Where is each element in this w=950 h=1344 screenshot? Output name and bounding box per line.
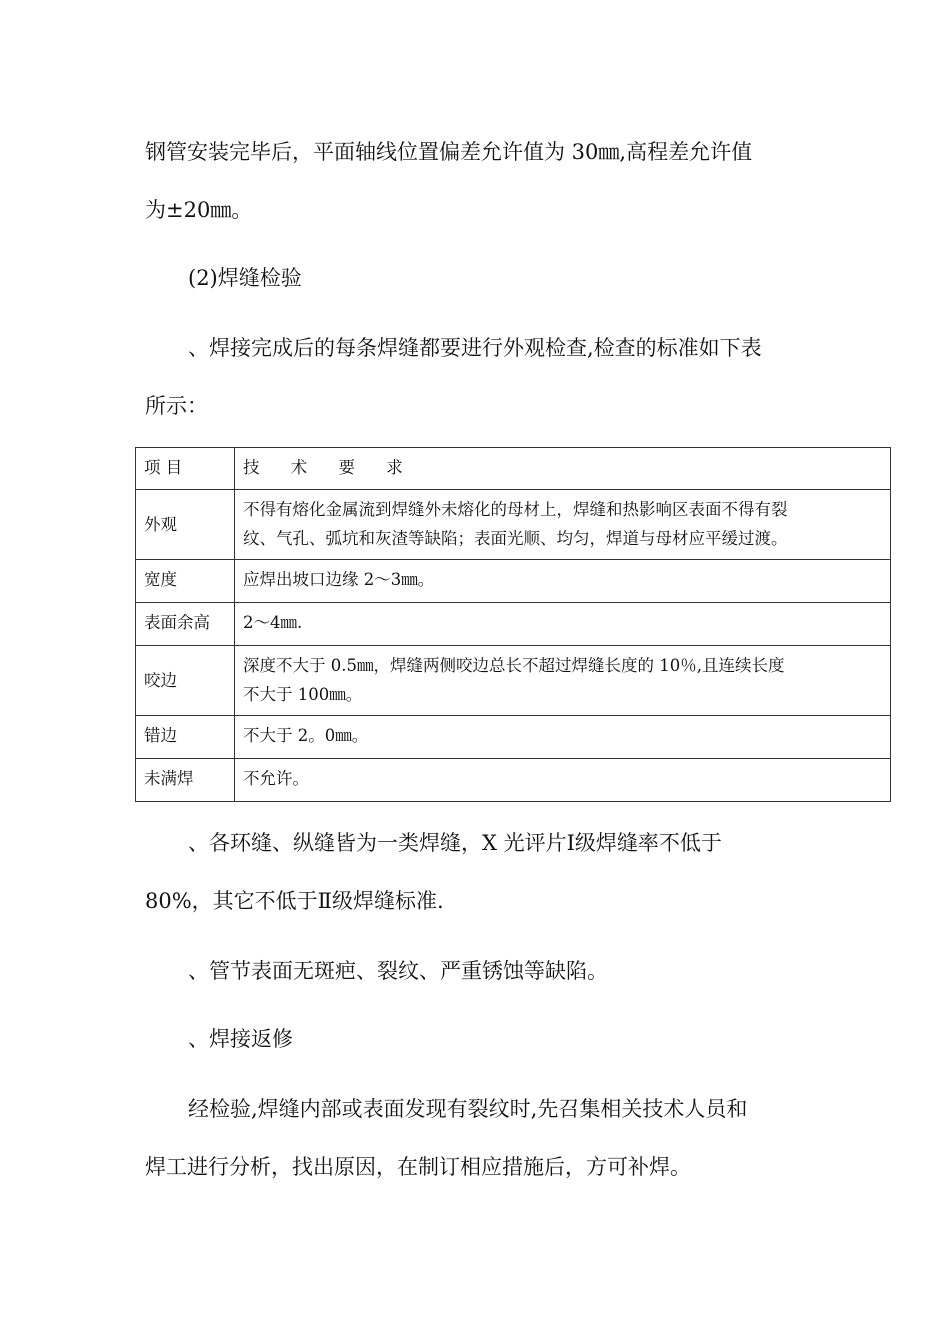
- requirement-cell: [235, 759, 891, 802]
- requirement-line: 不大于 2。0㎜。: [243, 726, 369, 745]
- item-cell: 宽度: [136, 560, 235, 603]
- paragraph-line: 经检验,焊缝内部或表面发现有裂纹时,先召集相关技术人员和: [188, 1097, 748, 1121]
- table-row: [136, 759, 891, 802]
- requirement-line: 不得有熔化金属流到焊缝外未熔化的母材上，焊缝和热影响区表面不得有裂: [243, 500, 788, 519]
- paragraph-line: 80%，其它不低于Ⅱ级焊缝标准.: [145, 889, 444, 913]
- header-char: 术: [290, 458, 308, 477]
- item-cell: 错边: [136, 716, 235, 759]
- header-char: 求: [386, 458, 403, 477]
- requirement-line: 深度不大于 0.5㎜，焊缝两侧咬边总长不超过焊缝长度的 10％,且连续长度: [243, 656, 785, 675]
- paragraph-line: 、焊接完成后的每条焊缝都要进行外观检查,检查的标准如下表: [188, 336, 762, 360]
- table-row: [136, 490, 891, 560]
- requirement-cell: [235, 603, 891, 646]
- paragraph-line: 、各环缝、纵缝皆为一类焊缝，X 光评片Ⅰ级焊缝率不低于: [188, 831, 722, 855]
- table-row: [136, 560, 891, 603]
- requirement-line: 纹、气孔、弧坑和灰渣等缺陷；表面光顺、均匀，焊道与母材应平缓过渡。: [243, 529, 788, 548]
- item-cell: 未满焊: [136, 759, 235, 802]
- table-row: [136, 646, 891, 716]
- requirement-line: 不允许。: [243, 769, 309, 788]
- header-char: 要: [338, 458, 355, 477]
- requirement-cell: [235, 490, 891, 560]
- item-cell: 外观: [136, 490, 235, 560]
- requirement-cell: [235, 646, 891, 716]
- table-header-row: [136, 448, 891, 490]
- requirement-line: 不大于 100㎜。: [243, 685, 363, 704]
- requirement-line: 2～4㎜.: [243, 613, 303, 632]
- paragraph-line: 钢管安装完毕后，平面轴线位置偏差允许值为 30㎜,高程差允许值: [145, 140, 753, 164]
- section-heading: (2)焊缝检验: [188, 266, 302, 290]
- item-cell: 咬边: [136, 646, 235, 716]
- table-row: [136, 603, 891, 646]
- paragraph-line: 所示：: [145, 394, 208, 418]
- header-char: 技: [243, 458, 260, 477]
- header-requirement-text: [243, 458, 403, 477]
- table-row: [136, 716, 891, 759]
- header-item-cell: 项 目: [136, 448, 235, 490]
- weld-inspection-table: [135, 447, 891, 802]
- section-heading: 、焊接返修: [188, 1027, 293, 1051]
- requirement-cell: [235, 716, 891, 759]
- paragraph-line: 、管节表面无斑疤、裂纹、严重锈蚀等缺陷。: [188, 959, 608, 983]
- header-requirement-cell: [235, 448, 891, 490]
- requirement-cell: [235, 560, 891, 603]
- paragraph-line: 为±20㎜。: [145, 198, 253, 222]
- requirement-line: 应焊出坡口边缘 2～3㎜。: [243, 570, 435, 589]
- item-cell: 表面余高: [136, 603, 235, 646]
- paragraph-line: 焊工进行分析，找出原因，在制订相应措施后，方可补焊。: [145, 1155, 691, 1179]
